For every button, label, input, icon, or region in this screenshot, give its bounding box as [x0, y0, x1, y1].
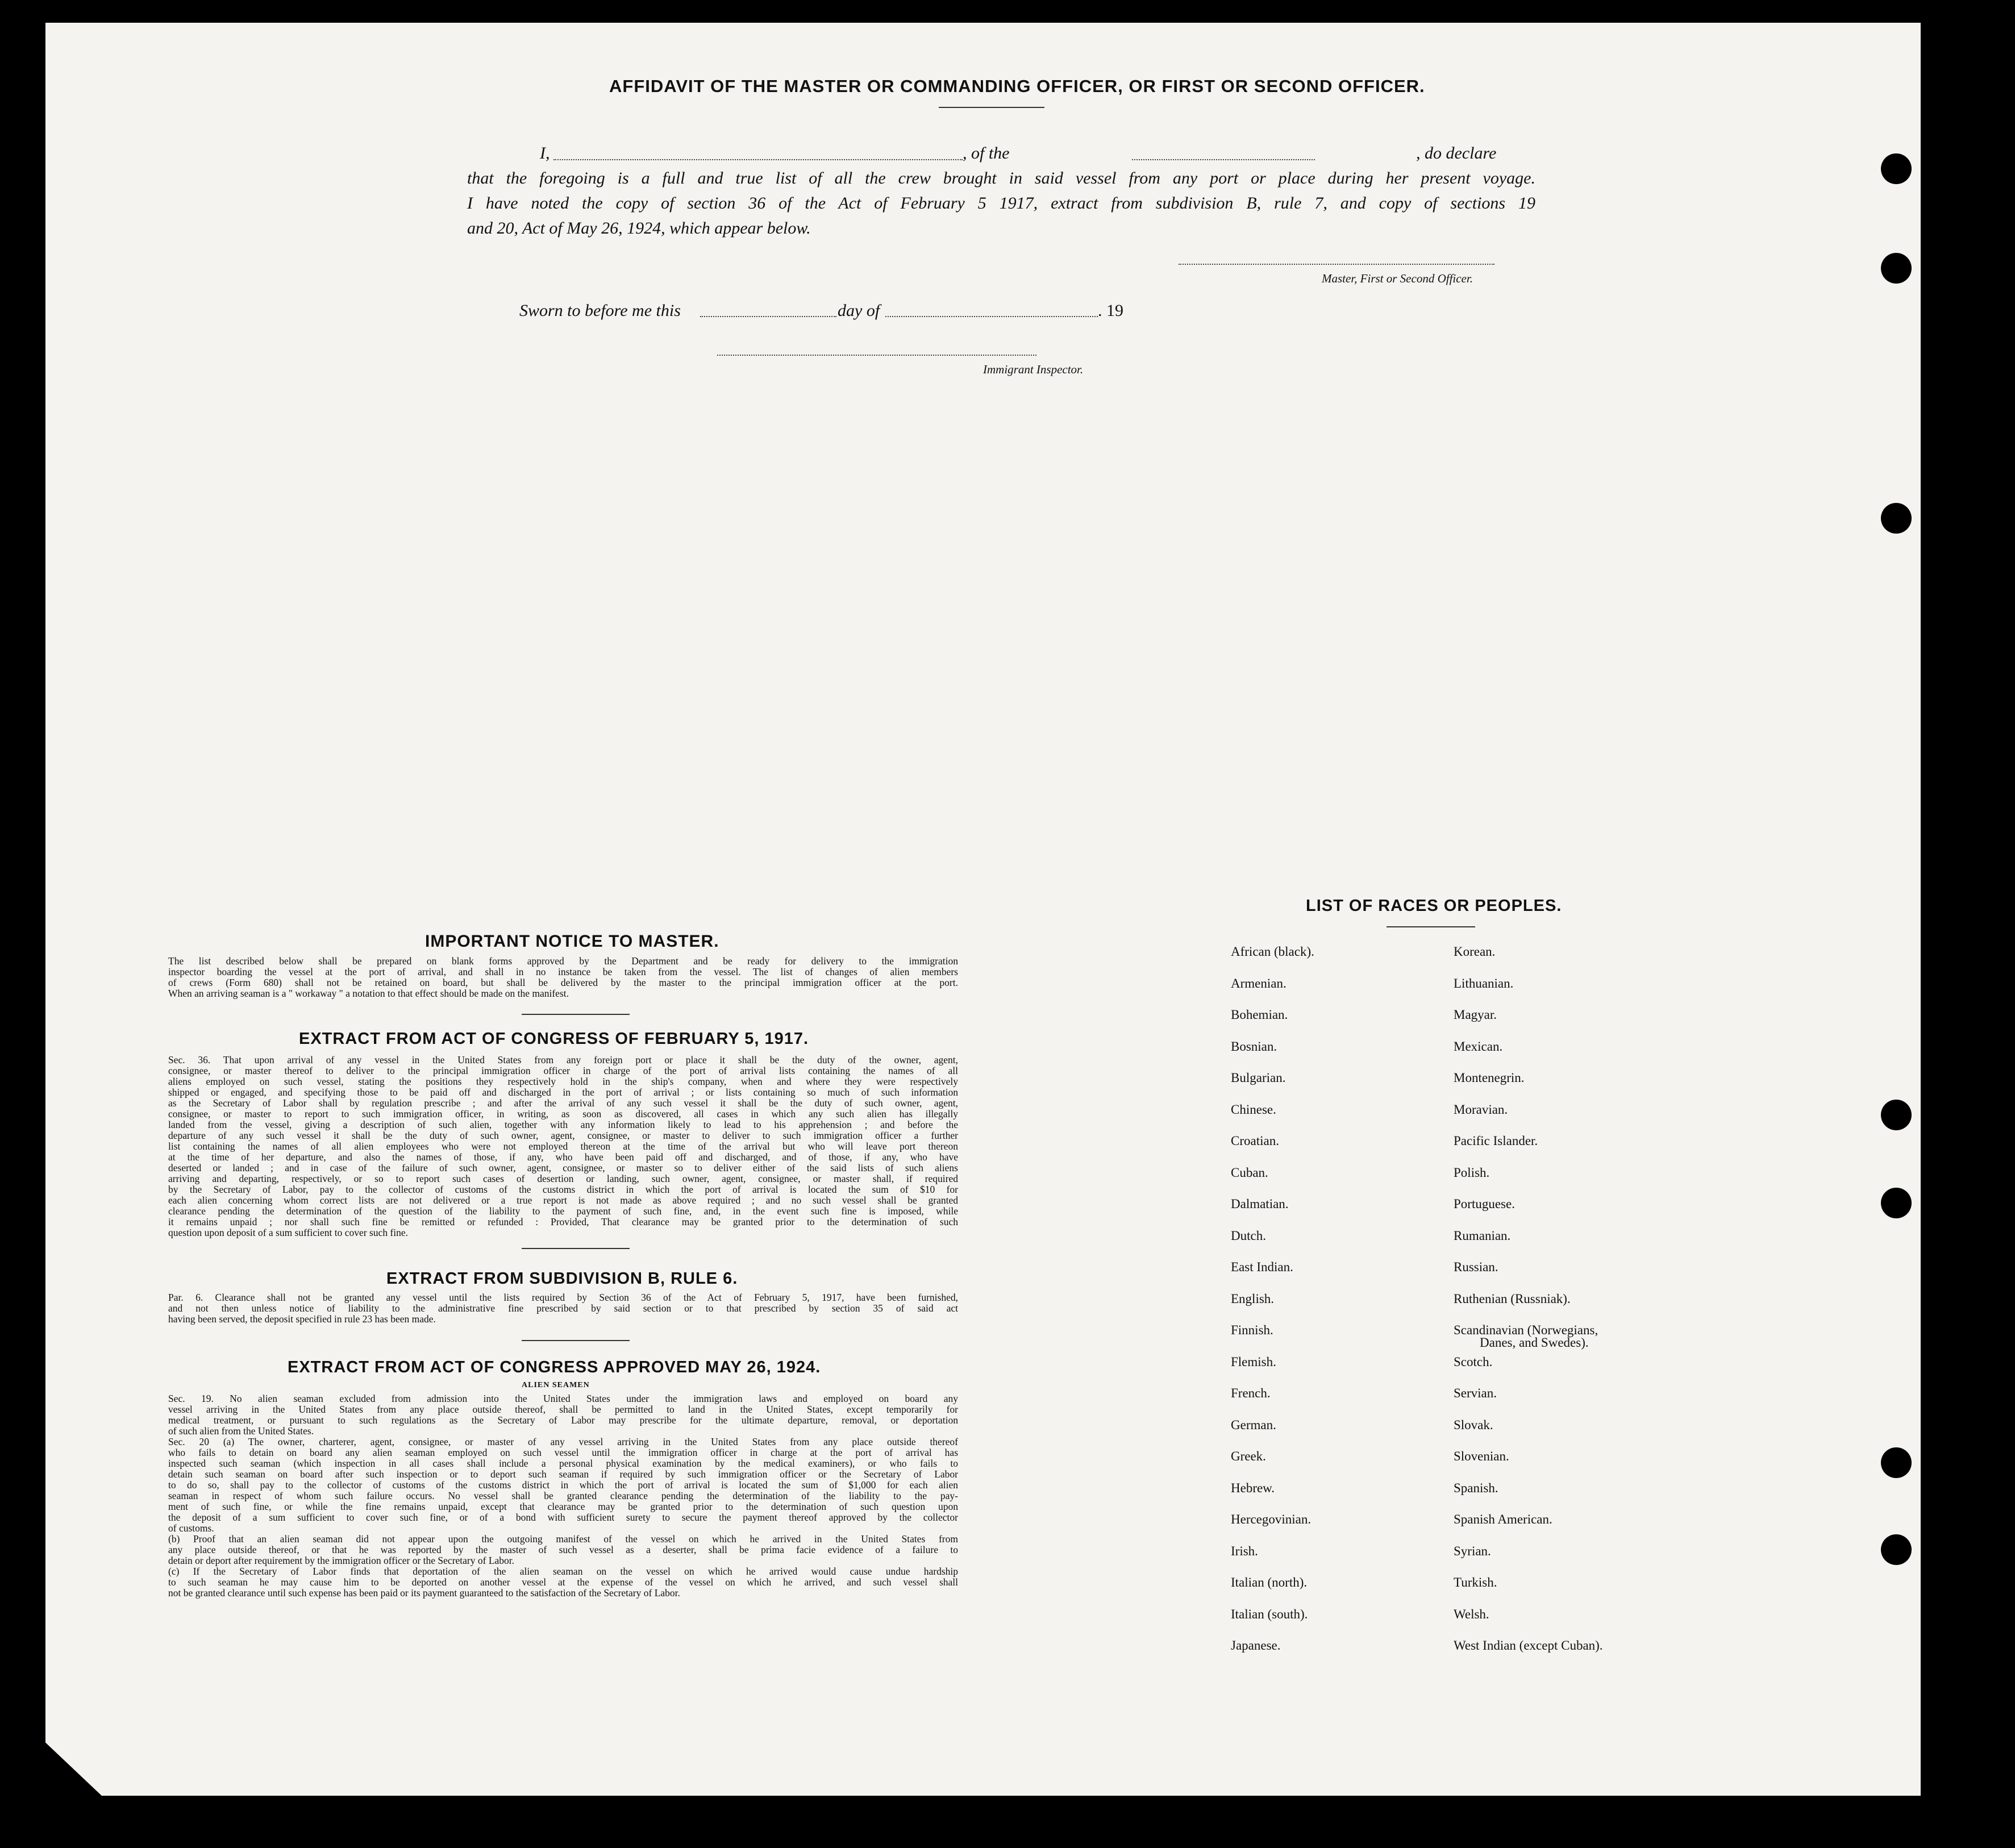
race-item: Bosnian.	[1231, 1039, 1277, 1054]
race-item: French.	[1231, 1386, 1271, 1400]
race-item: Japanese.	[1231, 1638, 1281, 1653]
extract-line: medical treatment, or pursuant to such regulations as the Secretary of Labor may prescribe for the ultimate departure, removal, or deportation	[168, 1414, 958, 1426]
race-item: Spanish.	[1454, 1480, 1498, 1495]
extract-line: shipped or engaged, and specifying those to be paid off and discharged in the port of arrival ; or lists containing so much of such information	[168, 1087, 958, 1098]
section-divider	[522, 1014, 630, 1015]
extract-line: question upon deposit of a sum sufficient to cover such fine.	[168, 1227, 409, 1238]
extract-line: seaman in respect of whom such failure occurs. No vessel shall be granted clearance pending the determination of the liability to the pay-	[168, 1490, 958, 1501]
extract-1924-title: EXTRACT FROM ACT OF CONGRESS APPROVED MAY 26, 1924.	[288, 1358, 821, 1376]
notice-line: When an arriving seaman is a " workaway " a notation to that effect should be made on the manifest.	[168, 988, 569, 999]
race-item: Welsh.	[1454, 1606, 1489, 1621]
races-title: LIST OF RACES OR PEOPLES.	[1306, 897, 1562, 915]
race-item: Russian.	[1454, 1260, 1498, 1274]
race-item: West Indian (except Cuban).	[1454, 1638, 1603, 1653]
race-item: Mexican.	[1454, 1039, 1503, 1054]
extract-line: of such alien from the United States.	[168, 1425, 314, 1437]
race-item: Spanish American.	[1454, 1512, 1552, 1526]
sworn-day-blank[interactable]	[700, 316, 836, 317]
extract-line: deserted or landed ; and in case of the failure of such owner, agent, consignee, or master so to deliver either of the said lists of such aliens	[168, 1162, 958, 1173]
notice-line: The list described below shall be prepared on blank forms approved by the Department and be ready for delivery to the immigration	[168, 955, 958, 967]
sworn-month-blank[interactable]	[885, 316, 1098, 317]
punch-hole	[1881, 1534, 1912, 1565]
punch-hole	[1881, 1100, 1912, 1130]
punch-hole	[1881, 1188, 1912, 1218]
extract-1917-body	[168, 1055, 958, 1238]
race-item: Scotch.	[1454, 1354, 1493, 1369]
punch-hole	[1881, 153, 1912, 184]
race-item: Syrian.	[1454, 1543, 1491, 1558]
race-item: Pacific Islander.	[1454, 1134, 1538, 1148]
race-item: Portuguese.	[1454, 1197, 1515, 1211]
declaration-line-2: that the foregoing is a full and true list of all the crew brought in said vessel from any port or place during her present voyage.	[467, 169, 1535, 188]
extract-line: not be granted clearance until such expense has been paid or its payment guaranteed to the satisfaction of the Secretary of Labor.	[168, 1587, 680, 1599]
notice-line: of crews (Form 680) shall not be retained on board, but shall be delivered by the master to the principal immigration officer at the port.	[168, 977, 958, 988]
pronoun-i: I,	[540, 144, 550, 163]
extract-line: list containing the names of all alien employees who were not employed thereon at the time of the arrival but who will leave port thereon	[168, 1141, 958, 1152]
race-item: Slovenian.	[1454, 1449, 1509, 1463]
race-item: Montenegrin.	[1454, 1071, 1525, 1085]
name-blank[interactable]	[553, 159, 963, 160]
section-divider	[522, 1248, 630, 1249]
race-item: Slovak.	[1454, 1417, 1493, 1432]
notice-body	[168, 956, 958, 999]
extract-line: landed from the vessel, giving a description of such alien, together with any information likely to lead to his apprehension ; and before the	[168, 1119, 958, 1130]
race-item: Lithuanian.	[1454, 976, 1514, 990]
extract-line: arriving and departing, respectively, or so to report such cases of desertion or landing, such owner, agent, consignee, or master shall, if required	[168, 1173, 958, 1184]
notice-line: inspector boarding the vessel at the port of arrival, and shall in no instance be taken from the vessel. The list of changes of alien members	[168, 966, 958, 977]
extract-line: at the time of her departure, and also the names of those, if any, who have been paid off and discharged, and of those, if any, who have	[168, 1151, 958, 1163]
race-item: Chinese.	[1231, 1102, 1276, 1117]
race-item: Croatian.	[1231, 1134, 1279, 1148]
master-signature-label: Master, First or Second Officer.	[1322, 272, 1473, 285]
do-declare-text: , do declare	[1416, 144, 1497, 163]
year-text: . 19	[1098, 301, 1123, 320]
race-item: Polish.	[1454, 1165, 1490, 1180]
race-item: African (black).	[1231, 944, 1314, 959]
extract-line: Sec. 36. That upon arrival of any vessel in the United States from any foreign port or place it shall be the duty of the owner, agent,	[168, 1054, 958, 1065]
notice-title: IMPORTANT NOTICE TO MASTER.	[425, 932, 719, 951]
race-item: German.	[1231, 1417, 1276, 1432]
punch-hole	[1881, 503, 1912, 534]
race-item: Irish.	[1231, 1543, 1258, 1558]
race-item: Magyar.	[1454, 1008, 1497, 1022]
race-item: Servian.	[1454, 1386, 1497, 1400]
extract-line: inspected such seaman (which inspection in all cases shall include a personal physical examination by the medical examiners), or who fails to	[168, 1458, 958, 1469]
race-item: Italian (south).	[1231, 1606, 1308, 1621]
extract-line: having been served, the deposit specified in rule 23 has been made.	[168, 1313, 436, 1325]
extract-line: consignee, or master to report to such immigration officer, in writing, as soon as discovered, all cases in which any such alien has illegally	[168, 1108, 958, 1119]
race-item: Dalmatian.	[1231, 1197, 1289, 1211]
race-item: Italian (north).	[1231, 1575, 1308, 1589]
extract-line: clearance pending the determination of the question of the liability to the payment of such fine, and, in the event such fine is imposed, while	[168, 1205, 958, 1217]
extract-line: (c) If the Secretary of Labor finds that deportation of the alien seaman on the vessel on which he arrived would cause undue hardship	[168, 1566, 958, 1577]
extract-rule6-body	[168, 1292, 958, 1325]
race-item: Moravian.	[1454, 1102, 1508, 1117]
title-underline	[939, 107, 1044, 108]
extract-line: detain such seaman on board after such inspection or to deport such seaman if required by such immigration officer or the Secretary of Labor	[168, 1468, 958, 1480]
inspector-signature-blank[interactable]	[717, 355, 1036, 356]
race-item: Bohemian.	[1231, 1008, 1288, 1022]
affidavit-title: AFFIDAVIT OF THE MASTER OR COMMANDING OFFICER, OR FIRST OR SECOND OFFICER.	[609, 76, 1425, 96]
extract-line: any place outside thereof, or that he was reported by the master of such vessel as a deserter, shall be prima facie evidence of a failure to	[168, 1544, 958, 1555]
extract-line: to such seaman he may cause him to be deported on another vessel at the expense of the vessel on which he arrived, and such vessel shall	[168, 1576, 958, 1588]
race-item	[1454, 1323, 1603, 1355]
extract-rule6-title: EXTRACT FROM SUBDIVISION B, RULE 6.	[386, 1270, 738, 1288]
races-title-underline	[1387, 926, 1475, 927]
extract-line: it remains unpaid ; nor shall such fine be remitted or refunded : Provided, That clearance may be granted prior to the determination of such	[168, 1216, 958, 1227]
races-right-column	[1454, 944, 1603, 1670]
punch-hole	[1881, 1447, 1912, 1478]
extract-line: Sec. 19. No alien seaman excluded from admission into the United States under the immigration laws and employed on board any	[168, 1393, 958, 1404]
races-left-column	[1231, 944, 1314, 1670]
vessel-blank[interactable]	[1132, 159, 1315, 160]
extract-line: by the Secretary of Labor, pay to the collector of customs of the customs district in which the port of arrival is located the sum of $10 for	[168, 1184, 958, 1195]
race-item: Flemish.	[1231, 1354, 1276, 1369]
race-item: Hercegovinian.	[1231, 1512, 1312, 1526]
extract-line: consignee, or master thereof to deliver to the principal immigration officer in charge of the port of arrival lists containing the names of all	[168, 1065, 958, 1076]
day-of-text: day of	[838, 301, 880, 320]
extract-line: Par. 6. Clearance shall not be granted any vessel until the lists required by Section 36 of the Act of February 5, 1917, have been furnished,	[168, 1292, 958, 1303]
extract-line: and not then unless notice of liability to the administrative fine prescribed by said section or to that prescribed by section 35 of said act	[168, 1302, 958, 1314]
extract-line: ment of such fine, or while the fine remains unpaid, except that clearance may be granted prior to the determination of such question upon	[168, 1501, 958, 1512]
extract-line: of customs.	[168, 1522, 214, 1534]
race-item: Cuban.	[1231, 1165, 1268, 1180]
declaration-line-3: I have noted the copy of section 36 of the Act of February 5 1917, extract from subdivision B, rule 7, and copy of sections 19	[467, 194, 1535, 213]
extract-line: vessel arriving in the United States from any place outside thereof, shall be permitted to land in the United States, except temporarily for	[168, 1404, 958, 1415]
punch-hole	[1881, 253, 1912, 284]
master-signature-blank[interactable]	[1179, 264, 1494, 265]
race-item: English.	[1231, 1291, 1275, 1306]
extract-1924-body	[168, 1393, 958, 1599]
extract-line: the deposit of a sum sufficient to cover such fine, or of a bond with sufficient surety to secure the payment thereof approved by the collector	[168, 1512, 958, 1523]
race-item: Hebrew.	[1231, 1480, 1275, 1495]
race-item: Ruthenian (Russniak).	[1454, 1291, 1571, 1306]
race-item-line: Scandinavian (Norwegians,	[1454, 1323, 1598, 1337]
extract-1917-title: EXTRACT FROM ACT OF CONGRESS OF FEBRUARY 5, 1917.	[299, 1030, 809, 1048]
race-item: East Indian.	[1231, 1260, 1293, 1274]
extract-line: who fails to detain on board any alien seaman employed on such vessel until the immigration officer in charge at the port of arrival has	[168, 1447, 958, 1458]
extract-line: aliens employed on such vessel, stating the positions they respectively hold in the ship's company, when and where they were respectively	[168, 1076, 958, 1087]
extract-line: Sec. 20 (a) The owner, charterer, agent, consignee, or master of any vessel arriving in the United States from any place outside thereof	[168, 1436, 958, 1447]
race-item: Dutch.	[1231, 1228, 1266, 1243]
race-item-continuation: Danes, and Swedes).	[1480, 1335, 1589, 1350]
extract-line: (b) Proof that an alien seaman did not appear upon the outgoing manifest of the vessel on which he arrived in the United States from	[168, 1533, 958, 1545]
sworn-text: Sworn to before me this	[519, 301, 681, 320]
race-item: Greek.	[1231, 1449, 1266, 1463]
race-item: Bulgarian.	[1231, 1071, 1286, 1085]
race-item: Korean.	[1454, 944, 1496, 959]
race-item: Finnish.	[1231, 1323, 1273, 1337]
of-the-text: , of the	[963, 144, 1010, 163]
inspector-label: Immigrant Inspector.	[983, 363, 1084, 376]
extract-line: as the Secretary of Labor shall by regulation prescribe ; and after the arrival of any such vessel it shall be the duty of such owner, agent,	[168, 1097, 958, 1109]
extract-line: to do so, shall pay to the collector of customs of the customs district in which the port of arrival is located the sum of $1,000 for each alien	[168, 1479, 958, 1491]
extract-line: each alien concerning whom correct lists are not delivered or a true report is not made as above required ; and no such vessel shall be granted	[168, 1194, 958, 1206]
race-item: Armenian.	[1231, 976, 1287, 990]
extract-line: detain or deport after requirement by the immigration officer or the Secretary of Labor.	[168, 1555, 515, 1566]
alien-seamen-subtitle: ALIEN SEAMEN	[522, 1381, 590, 1389]
race-item: Turkish.	[1454, 1575, 1497, 1589]
section-divider	[522, 1340, 630, 1341]
race-item: Rumanian.	[1454, 1228, 1511, 1243]
extract-line: departure of any such vessel it shall be the duty of such owner, agent, consignee, or master to deliver to such immigration officer a further	[168, 1130, 958, 1141]
declaration-line-4: and 20, Act of May 26, 1924, which appear below.	[467, 219, 811, 238]
